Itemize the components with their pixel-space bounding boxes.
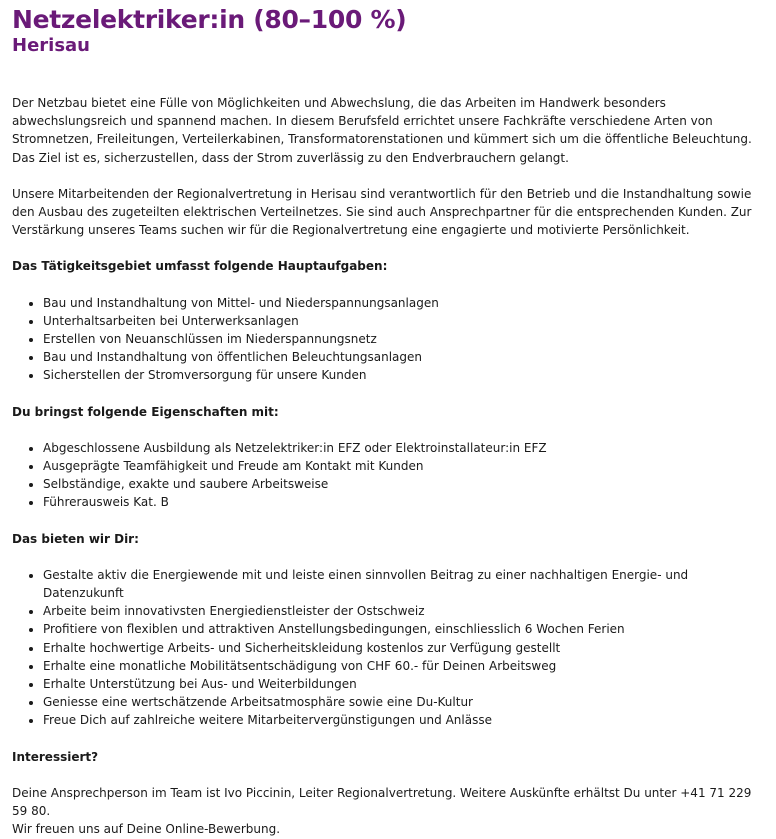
tasks-heading: Das Tätigkeitsgebiet umfasst folgende Hauptaufgaben: bbox=[12, 259, 388, 274]
list-item: • Gestalte aktiv die Energiewende mit und leiste einen sinnvollen Beitrag zu einer nachhaltigen Energie- und Datenzukunft bbox=[43, 566, 764, 602]
list-item: • Führerausweis Kat. B bbox=[43, 493, 764, 511]
list-item: • Freue Dich auf zahlreiche weitere Mitarbeitervergünstigungen und Anlässe bbox=[43, 711, 764, 729]
job-location: Herisau bbox=[12, 35, 90, 56]
list-item: • Erhalte Unterstützung bei Aus- und Weiterbildungen bbox=[43, 675, 764, 693]
requirements-heading: Du bringst folgende Eigenschaften mit: bbox=[12, 404, 279, 419]
list-item: • Arbeite beim innovativsten Energiedienstleister der Ostschweiz bbox=[43, 602, 764, 620]
contact-line-2: Wir freuen uns auf Deine Online-Bewerbung. bbox=[12, 822, 281, 837]
contact-heading: Interessiert? bbox=[12, 749, 99, 764]
intro-paragraph-2: Unsere Mitarbeitenden der Regionalvertretung in Herisau sind verantwortlich für den Betrieb und die Instandhaltung sowie den Ausbau des zugeteilten elektrischen Verteilnetzes. Sie sind auch Ansprechpartner für die entsprechenden Kunden. Zur Verstärkung unseres Teams suchen wir für die Regionalvertretung eine engagierte und motivierte Persönlichkeit. bbox=[12, 186, 752, 238]
list-item: • Bau und Instandhaltung von Mittel- und Niederspannungsanlagen bbox=[43, 294, 764, 312]
list-item: • Erhalte eine monatliche Mobilitätsentschädigung von CHF 60.- für Deinen Arbeitsweg bbox=[43, 657, 764, 675]
offer-heading: Das bieten wir Dir: bbox=[12, 531, 139, 546]
requirements-list bbox=[12, 439, 764, 512]
list-item: • Erstellen von Neuanschlüssen im Niederspannungsnetz bbox=[43, 330, 764, 348]
list-item: • Bau und Instandhaltung von öffentlichen Beleuchtungsanlagen bbox=[43, 348, 764, 366]
intro-paragraph-1: Der Netzbau bietet eine Fülle von Möglichkeiten und Abwechslung, die das Arbeiten im Handwerk besonders abwechslungsreich und spannend machen. In diesem Berufsfeld errichtet unsere Fachkräfte verschiedene Arten von Stromnetzen, Freileitungen, Verteilerkabinen, Transformatorenstationen und kümmert sich um die öffentliche Beleuchtung. Das Ziel ist es, sicherzustellen, dass der Strom zuverlässig zu den Endverbrauchern gelangt. bbox=[12, 96, 752, 165]
offer-list bbox=[12, 566, 764, 730]
list-item: • Sicherstellen der Stromversorgung für unsere Kunden bbox=[43, 366, 764, 384]
list-item: • Geniesse eine wertschätzende Arbeitsatmosphäre sowie eine Du-Kultur bbox=[43, 693, 764, 711]
list-item: • Unterhaltsarbeiten bei Unterwerksanlagen bbox=[43, 312, 764, 330]
list-item: • Erhalte hochwertige Arbeits- und Sicherheitskleidung kostenlos zur Verfügung gestellt bbox=[43, 639, 764, 657]
contact-line-1: Deine Ansprechperson im Team ist Ivo Piccinin, Leiter Regionalvertretung. Weitere Auskünfte erhältst Du unter +41 71 229 59 80. bbox=[12, 785, 752, 819]
tasks-list bbox=[12, 294, 764, 385]
job-title: Netzelektriker:in (80–100 %) bbox=[12, 5, 407, 34]
list-item: • Selbständige, exakte und saubere Arbeitsweise bbox=[43, 475, 764, 493]
list-item: • Profitiere von flexiblen und attraktiven Anstellungsbedingungen, einschliesslich 6 Wochen Ferien bbox=[43, 620, 764, 638]
list-item: • Abgeschlossene Ausbildung als Netzelektriker:in EFZ oder Elektroinstallateur:in EFZ bbox=[43, 439, 764, 457]
list-item: • Ausgeprägte Teamfähigkeit und Freude am Kontakt mit Kunden bbox=[43, 457, 764, 475]
